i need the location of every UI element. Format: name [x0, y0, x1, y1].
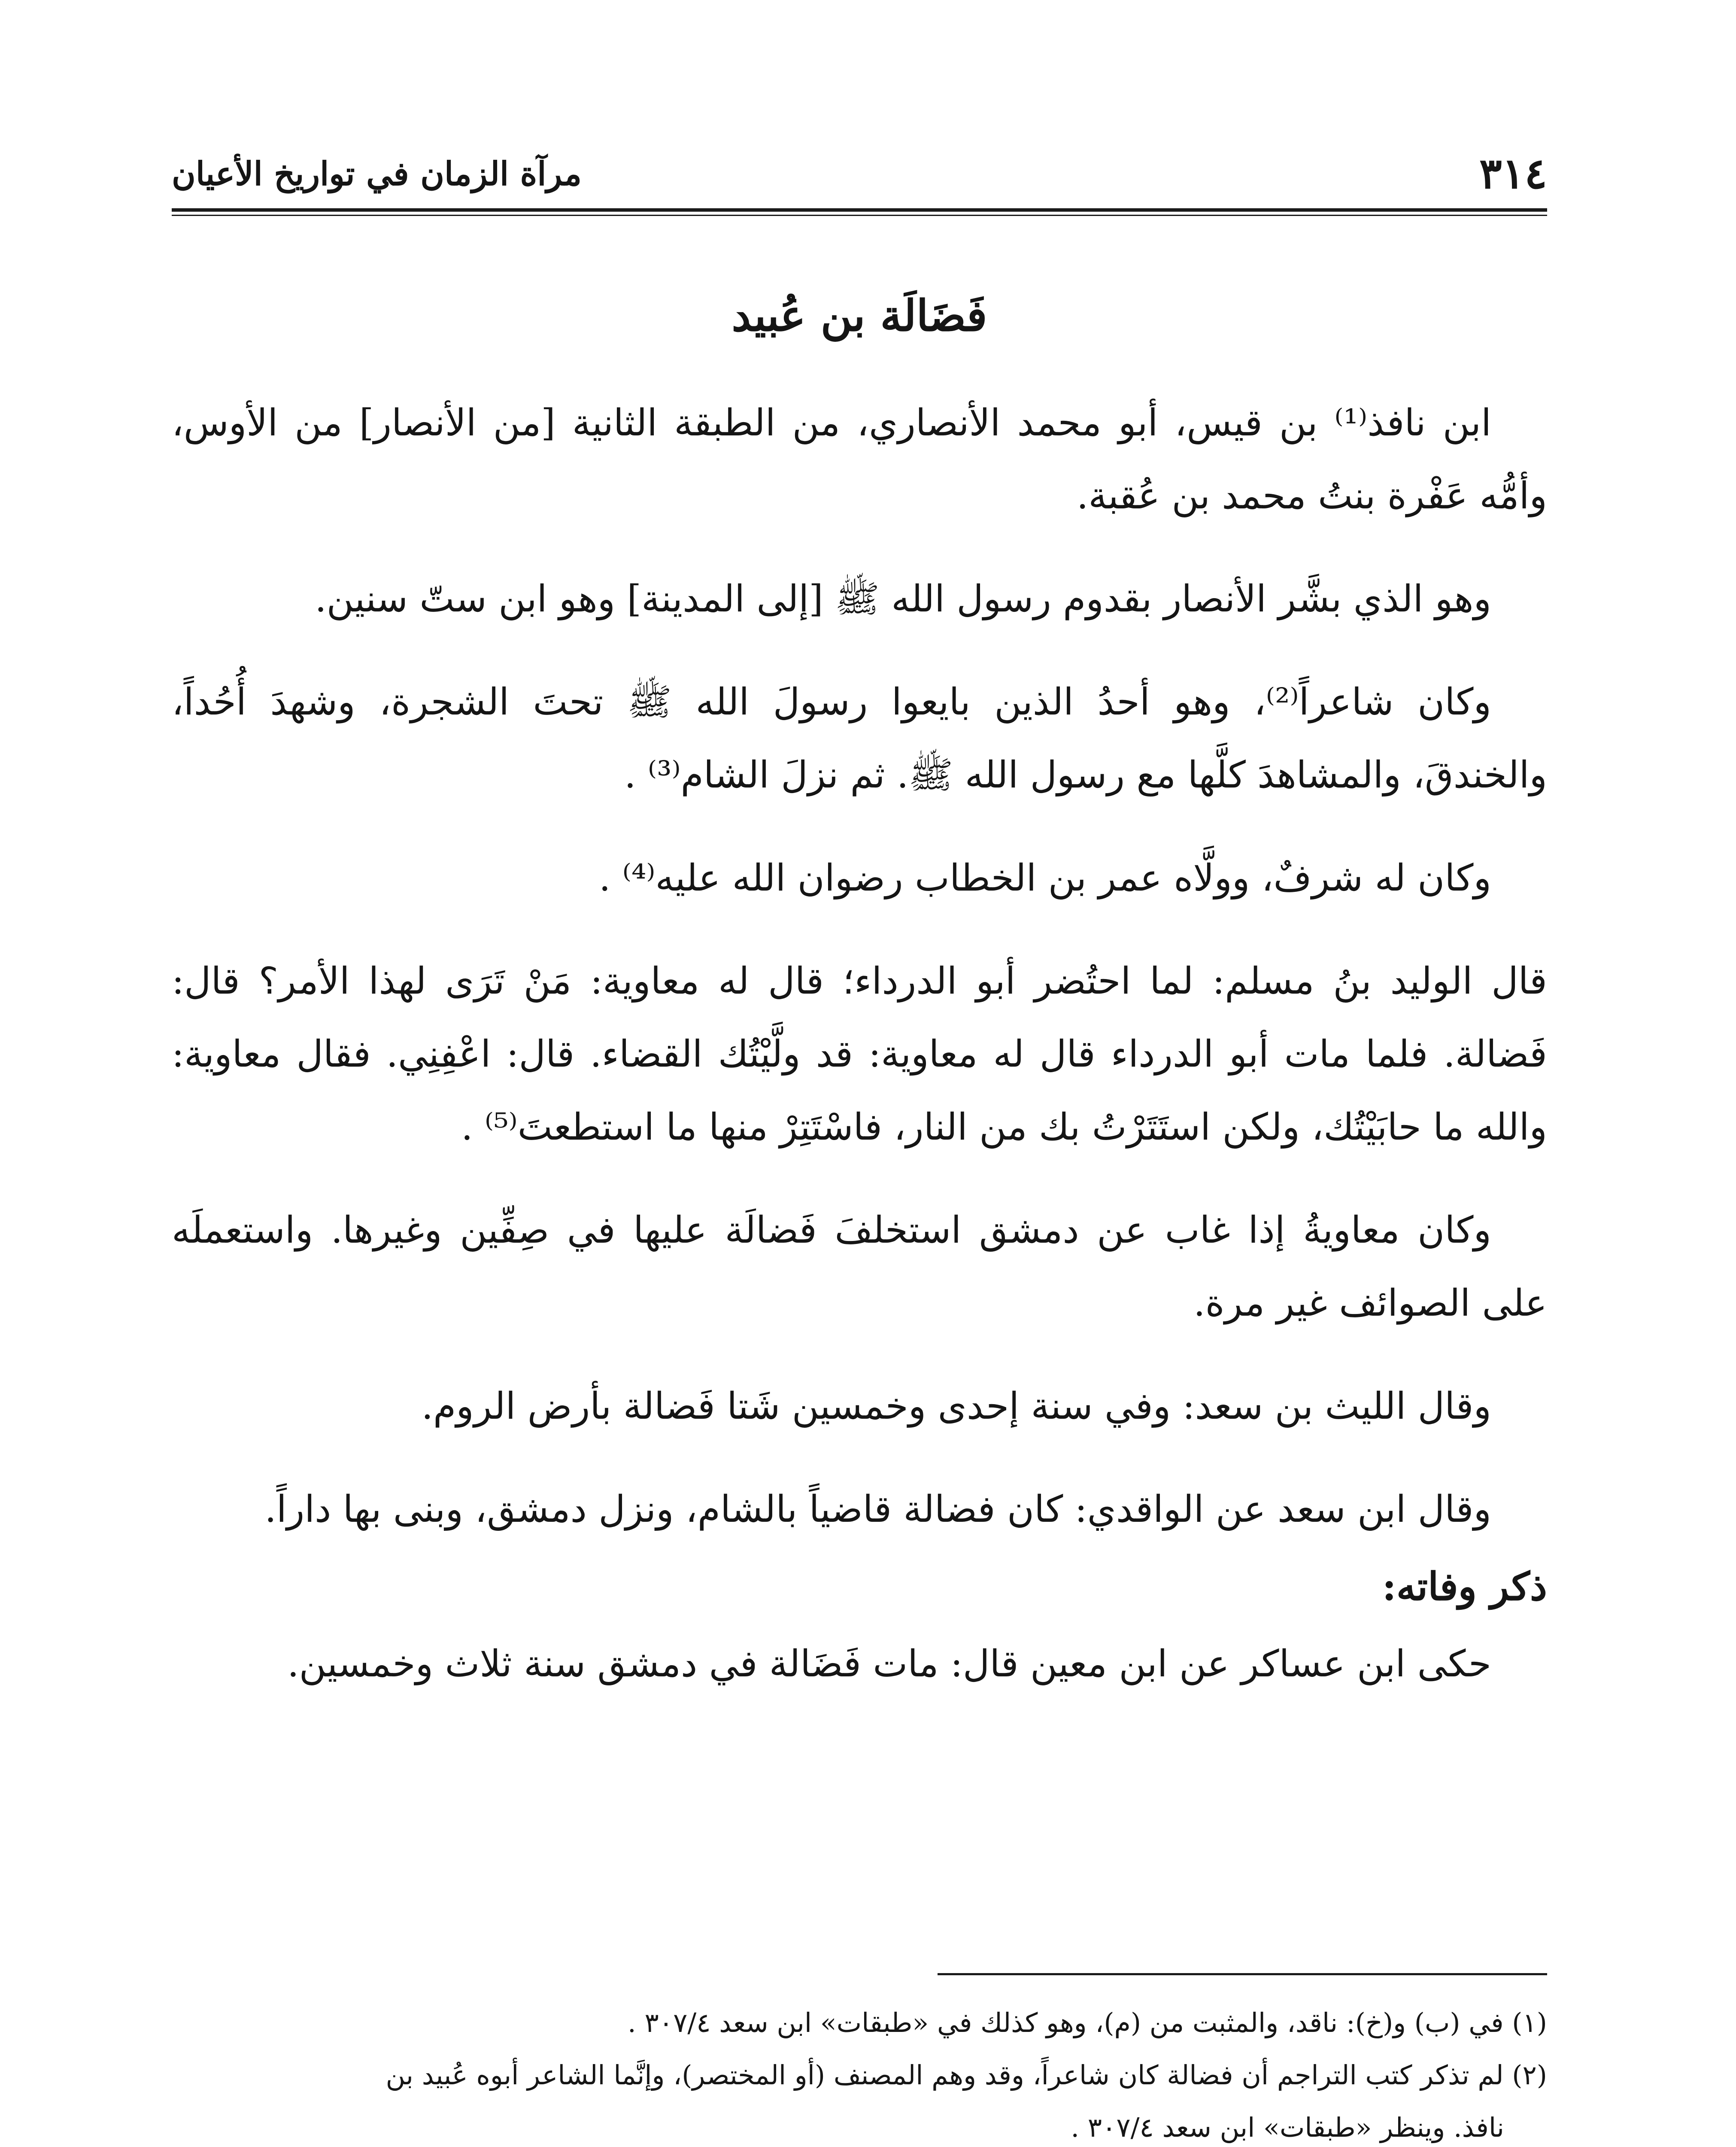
header-rule — [172, 208, 1547, 212]
page-header — [172, 142, 1547, 206]
header-rule-thin — [172, 215, 1547, 216]
entry-title: فَضَالَة بن عُبيد — [731, 290, 987, 341]
footnotes — [172, 1997, 1547, 2147]
paragraph-death: حكى ابن عساكر عن ابن معين قال: مات فَضَالة في دمشق سنة ثلاث وخمسين. — [287, 1642, 1491, 1685]
paragraph-judgeship: قال الوليد بنُ مسلم: لما احتُضر أبو الدرداء؛ قال له معاوية: مَنْ تَرَى لهذا الأمر؟ قال: فَضالة. فلما مات أبو الدرداء قال له معاوية: قد ولَّيْتُك القضاء. قال: اعْفِنِي. فقال معاوية: والله ما حابَيْتُك، ولكن استَتَرْتُ بك من النار، فاسْتَتِرْ منها ما استطعتَ⁽⁵⁾ . — [172, 960, 1547, 1149]
footnote-2-continued: نافذ. وينظر «طبقات» ابن سعد ٣٠٧/٤ . — [1071, 2112, 1504, 2143]
paragraph-poet: وكان شاعراً⁽²⁾، وهو أحدُ الذين بايعوا رسولَ الله ﷺ تحتَ الشجرة، وشهدَ أُحُداً، والخندقَ، والمشاهدَ كلَّها مع رسول الله ﷺ. ثم نزلَ الشام⁽³⁾ . — [172, 681, 1547, 797]
page-number: ٣١٤ — [1479, 149, 1547, 198]
death-heading: ذكر وفاته: — [1382, 1564, 1547, 1609]
paragraph-judge-sham: وقال ابن سعد عن الواقدي: كان فضالة قاضياً بالشام، ونزل دمشق، وبنى بها داراً. — [264, 1488, 1491, 1531]
footnote-2: (٢) لم تذكر كتب التراجم أن فضالة كان شاعراً، وقد وهم المصنف (أو المختصر)، وإنَّما الشاعر أبوه عُبيد بن — [385, 2059, 1547, 2091]
paragraph-winter-campaign: وقال الليث بن سعد: وفي سنة إحدى وخمسين شَتا فَضالة بأرض الروم. — [421, 1385, 1491, 1428]
paragraph-good-news: وهو الذي بشَّر الأنصار بقدوم رسول الله ﷺ [إلى المدينة] وهو ابن ستّ سنين. — [315, 578, 1491, 620]
body-text — [172, 386, 1547, 1730]
running-title: مرآة الزمان في تواريخ الأعيان — [172, 155, 582, 193]
paragraph-lineage: ابن نافذ⁽¹⁾ بن قيس، أبو محمد الأنصاري، من الطبقة الثانية [من الأنصار] من الأوس، وأمُّه عَفْرة بنتُ محمد بن عُقبة. — [172, 401, 1547, 517]
footnote-1: (١) في (ب) و(خ): ناقد، والمثبت من (م)، وهو كذلك في «طبقات» ابن سعد ٣٠٧/٤ . — [628, 2007, 1547, 2038]
paragraph-honor: وكان له شرفٌ، وولَّاه عمر بن الخطاب رضوان الله عليه⁽⁴⁾ . — [599, 857, 1491, 900]
paragraph-deputy: وكان معاويةُ إذا غاب عن دمشق استخلفَ فَضالَة عليها في صِفِّين وغيرها. واستعملَه على الصوائف غير مرة. — [172, 1209, 1547, 1325]
footnote-rule — [938, 1973, 1547, 1975]
